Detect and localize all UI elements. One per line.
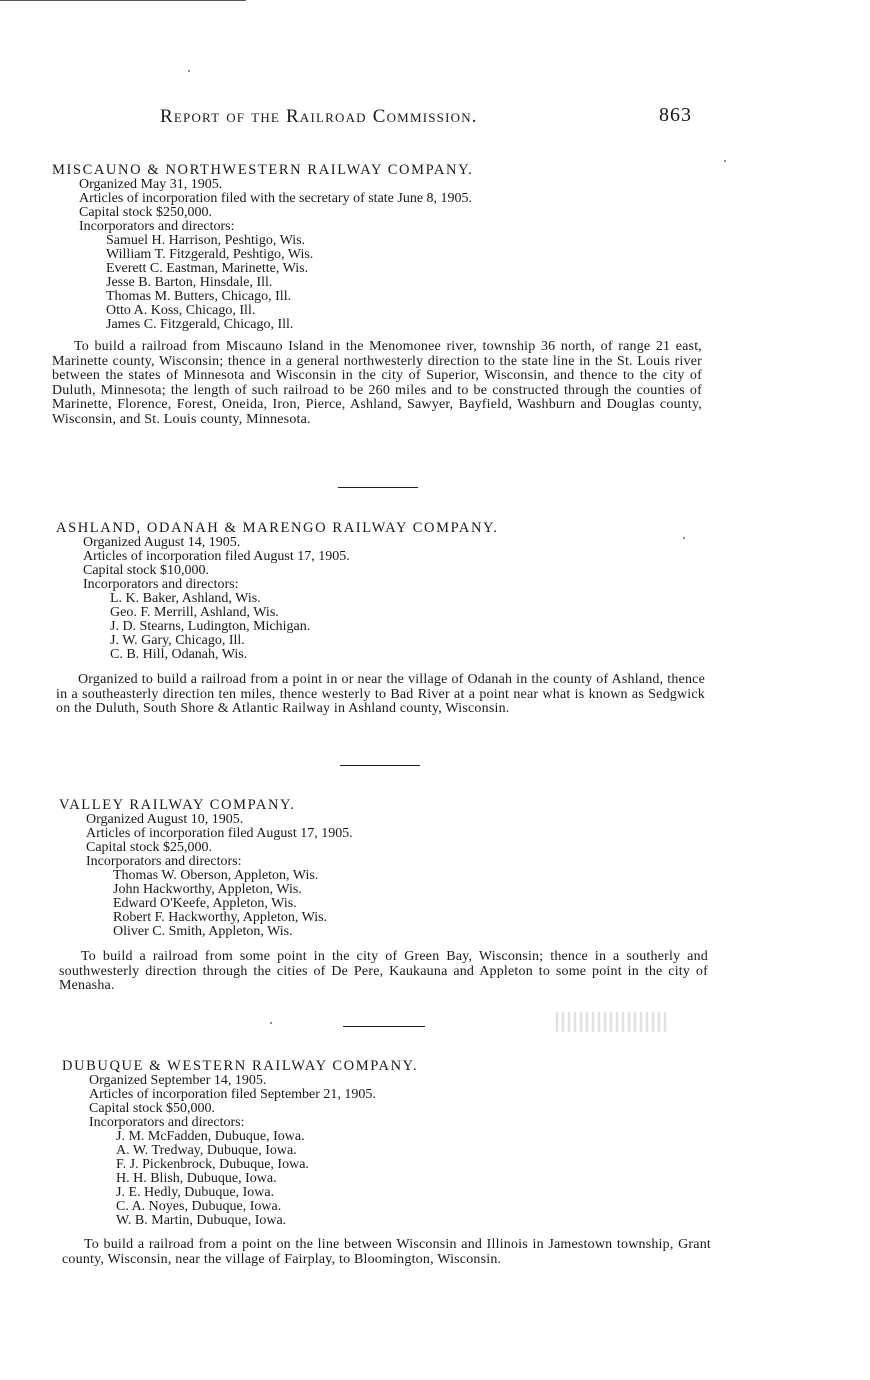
paper-speck xyxy=(188,70,190,72)
paper-speck xyxy=(270,1022,272,1024)
capital-stock: Capital stock $250,000. xyxy=(79,205,212,220)
incorporator: J. E. Hedly, Dubuque, Iowa. xyxy=(116,1185,275,1200)
incorporator: Thomas M. Butters, Chicago, Ill. xyxy=(106,289,292,304)
organized-date: Organized May 31, 1905. xyxy=(79,177,223,192)
articles-filed: Articles of incorporation filed August 17, 1905. xyxy=(83,549,350,564)
incorporator: C. A. Noyes, Dubuque, Iowa. xyxy=(116,1199,282,1214)
incorporators-label: Incorporators and directors: xyxy=(86,854,242,869)
company-name: ASHLAND, ODANAH & MARENGO RAILWAY COMPANY. xyxy=(56,520,499,536)
incorporator: Otto A. Koss, Chicago, Ill. xyxy=(106,303,256,318)
company-purpose: To build a railroad from some point in the city of Green Bay, Wisconsin; thence in a southerly and southwesterly direction through the cities of De Pere, Kaukauna and Appleton to some point in the city of Menasha. xyxy=(59,949,708,993)
incorporators-label: Incorporators and directors: xyxy=(79,219,235,234)
capital-stock: Capital stock $50,000. xyxy=(89,1101,215,1116)
incorporator: Samuel H. Harrison, Peshtigo, Wis. xyxy=(106,233,306,248)
incorporator: Geo. F. Merrill, Ashland, Wis. xyxy=(110,605,279,620)
incorporator: L. K. Baker, Ashland, Wis. xyxy=(110,591,261,606)
incorporator: J. W. Gary, Chicago, Ill. xyxy=(110,633,245,648)
articles-filed: Articles of incorporation filed August 17, 1905. xyxy=(86,826,353,841)
company-name: DUBUQUE & WESTERN RAILWAY COMPANY. xyxy=(62,1058,419,1074)
organized-date: Organized September 14, 1905. xyxy=(89,1073,267,1088)
incorporator: F. J. Pickenbrock, Dubuque, Iowa. xyxy=(116,1157,309,1172)
company-entry-valley xyxy=(59,797,353,939)
incorporator: Robert F. Hackworthy, Appleton, Wis. xyxy=(113,910,328,925)
ink-smudge xyxy=(556,1012,668,1032)
incorporator: H. H. Blish, Dubuque, Iowa. xyxy=(116,1171,277,1186)
incorporator: Everett C. Eastman, Marinette, Wis. xyxy=(106,261,309,276)
section-divider xyxy=(338,487,418,488)
organized-date: Organized August 10, 1905. xyxy=(86,812,244,827)
organized-date: Organized August 14, 1905. xyxy=(83,535,241,550)
capital-stock: Capital stock $10,000. xyxy=(83,563,209,578)
company-purpose: To build a railroad from a point on the line between Wisconsin and Illinois in Jamestown township, Grant county, Wisconsin, near the village of Fairplay, to Bloomington, Wisconsin. xyxy=(62,1237,711,1267)
company-name: VALLEY RAILWAY COMPANY. xyxy=(59,797,296,813)
running-head: Report of the Railroad Commission. xyxy=(160,106,478,127)
company-entry-dubuque xyxy=(62,1058,418,1228)
top-edge-rule xyxy=(0,0,246,1)
incorporator: Edward O'Keefe, Appleton, Wis. xyxy=(113,896,297,911)
incorporator: W. B. Martin, Dubuque, Iowa. xyxy=(116,1213,287,1228)
company-entry-ashland xyxy=(56,520,499,662)
paper-speck xyxy=(683,537,685,539)
capital-stock: Capital stock $25,000. xyxy=(86,840,212,855)
page-number: 863 xyxy=(659,104,692,126)
incorporator: Thomas W. Oberson, Appleton, Wis. xyxy=(113,868,319,883)
incorporators-label: Incorporators and directors: xyxy=(89,1115,245,1130)
articles-filed: Articles of incorporation filed with the secretary of state June 8, 1905. xyxy=(79,191,473,206)
incorporator: A. W. Tredway, Dubuque, Iowa. xyxy=(116,1143,297,1158)
paper-speck xyxy=(724,160,726,162)
incorporator: John Hackworthy, Appleton, Wis. xyxy=(113,882,302,897)
incorporator: C. B. Hill, Odanah, Wis. xyxy=(110,647,248,662)
company-name: MISCAUNO & NORTHWESTERN RAILWAY COMPANY. xyxy=(52,162,474,178)
section-divider xyxy=(343,1026,425,1027)
incorporator: Oliver C. Smith, Appleton, Wis. xyxy=(113,924,293,939)
company-entry-miscauno xyxy=(52,162,474,332)
company-purpose: Organized to build a railroad from a point in or near the village of Odanah in the county of Ashland, thence in a southeasterly direction ten miles, thence westerly to Bad River at a point near what is known as Sedgwick on the Duluth, South Shore & Atlantic Railway in Ashland county, Wisconsin. xyxy=(56,672,705,716)
incorporator: J. D. Stearns, Ludington, Michigan. xyxy=(110,619,311,634)
incorporator: William T. Fitzgerald, Peshtigo, Wis. xyxy=(106,247,314,262)
incorporators-label: Incorporators and directors: xyxy=(83,577,239,592)
incorporator: J. M. McFadden, Dubuque, Iowa. xyxy=(116,1129,305,1144)
section-divider xyxy=(340,765,420,766)
company-purpose: To build a railroad from Miscauno Island in the Menomonee river, township 36 north, of range 21 east, Marinette county, Wisconsin; thence in a general northwesterly direction to the state line in the St. Louis river between the states of Minnesota and Wisconsin in the city of Superior, Wisconsin, and thence to the city of Duluth, Minnesota; the length of such railroad to be 260 miles and to be constructed through the counties of Marinette, Florence, Forest, Oneida, Iron, Pierce, Ashland, Sawyer, Bayfield, Washburn and Douglas county, Wisconsin, and St. Louis county, Minnesota. xyxy=(52,339,702,427)
incorporator: James C. Fitzgerald, Chicago, Ill. xyxy=(106,317,294,332)
incorporator: Jesse B. Barton, Hinsdale, Ill. xyxy=(106,275,273,290)
articles-filed: Articles of incorporation filed September 21, 1905. xyxy=(89,1087,376,1102)
